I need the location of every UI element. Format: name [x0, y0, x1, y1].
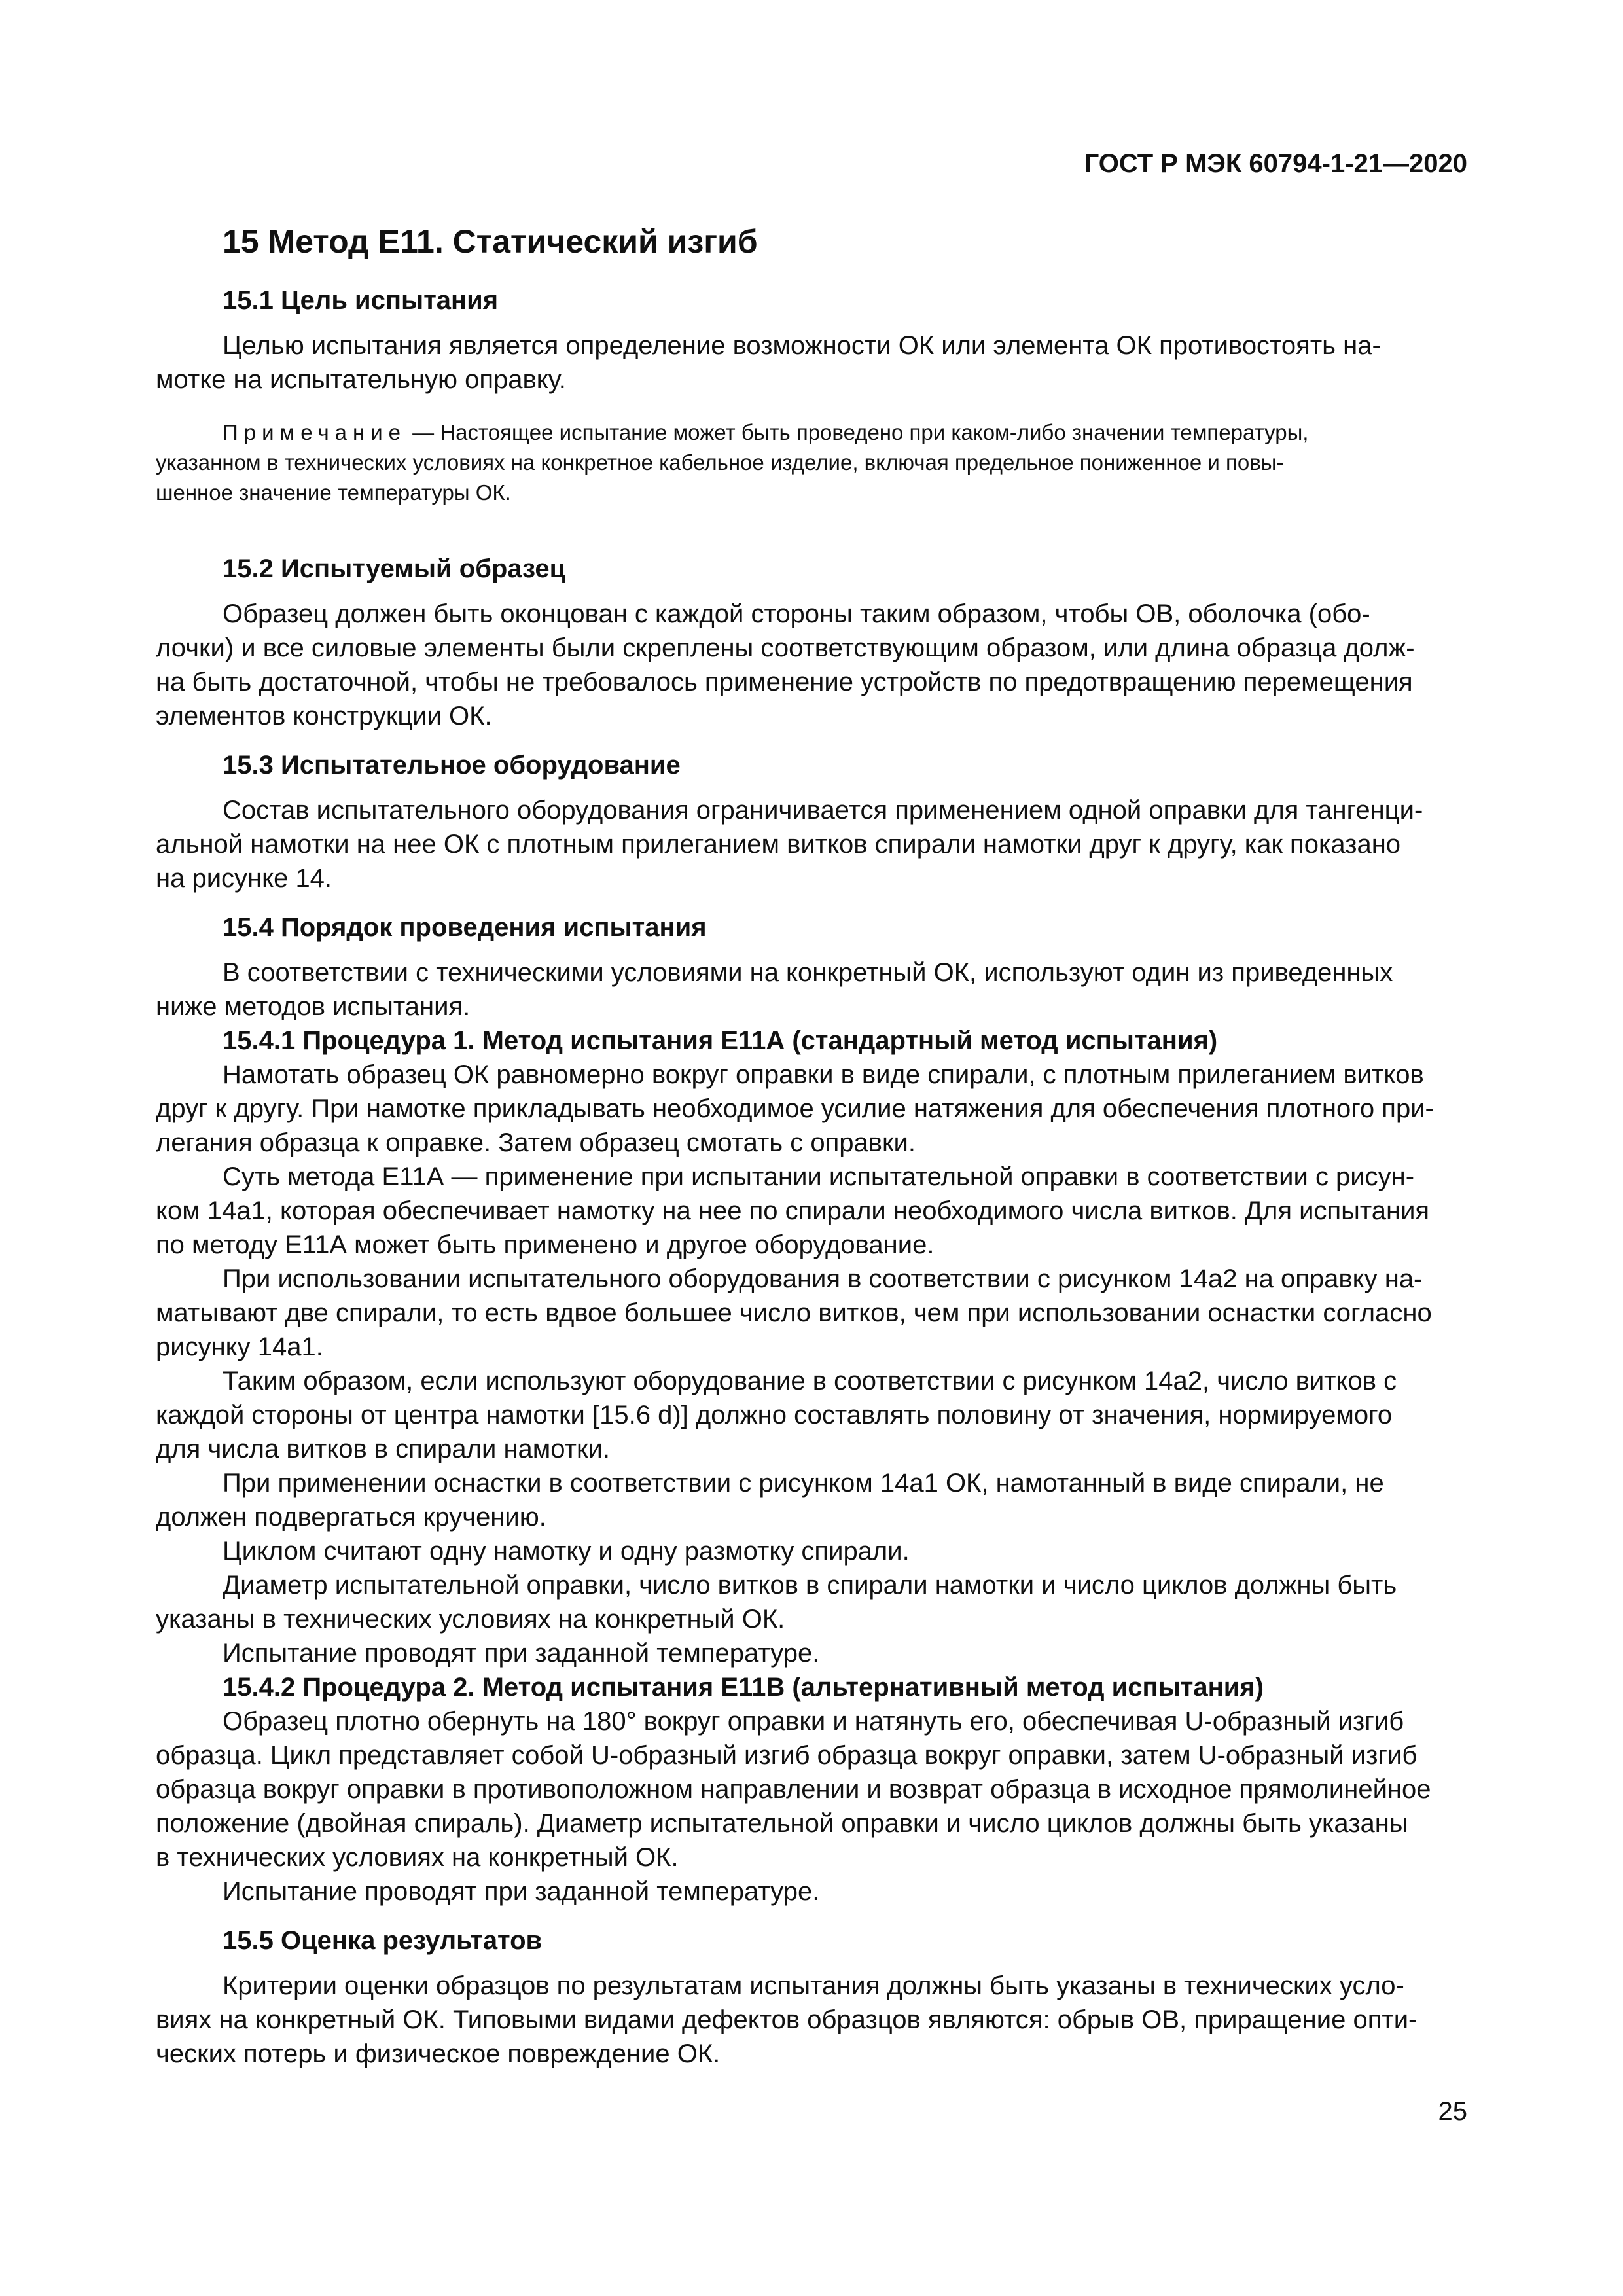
subsection-15-4-1-paragraph-4: Таким образом, если используют оборудование в соответствии с рисунком 14а2, число витков с каждой стороны от центра намотки [15.6 d)] должно составлять половину от значения, нормируемого для числа витков в спирали намотки.: [156, 1367, 1397, 1463]
section-15-4-paragraph: В соответствии с техническими условиями на конкретный ОК, используют один из приведенных ниже методов испытания.: [156, 958, 1393, 1021]
section-15-1: [156, 284, 1467, 508]
section-15-2-paragraph: Образец должен быть оконцован с каждой стороны таким образом, чтобы ОВ, оболочка (обо- лочки) и все силовые элементы были скреплены соответствующим образом, или длина образца долж- на быть достаточной, чтобы не требовалось применение устройств по предотвращению перемещения элементов конструкции ОК.: [156, 600, 1415, 730]
spacer: [156, 733, 1467, 749]
section-15-1-note: [156, 418, 1467, 508]
spacer: [156, 508, 1467, 552]
section-15-2-heading: 15.2 Испытуемый образец: [223, 554, 566, 583]
subsection-15-4-1-paragraph-2: Суть метода Е11А — применение при испытании испытательной оправки в соответствии с рисун- ком 14а1, которая обеспечивает намотку на нее по спирали необходимого числа витков. Для испытания по методу Е11А может быть применено и другое оборудование.: [156, 1162, 1430, 1259]
page-number: 25: [1438, 2097, 1467, 2126]
section-15-2: [156, 552, 1467, 733]
document-body: [156, 221, 1467, 2071]
section-15-3-paragraph: Состав испытательного оборудования ограничивается применением одной оправки для тангенци- альной намотки на нее ОК с плотным прилеганием витков спирали намотки друг к другу, как показано на рисунке 14.: [156, 796, 1423, 893]
section-15-4-heading: 15.4 Порядок проведения испытания: [223, 913, 707, 942]
subsection-15-4-1-heading: 15.4.1 Процедура 1. Метод испытания Е11А (стандартный метод испытания): [223, 1026, 1218, 1055]
subsection-15-4-2-heading: 15.4.2 Процедура 2. Метод испытания Е11В (альтернативный метод испытания): [223, 1673, 1264, 1702]
section-15-1-heading: 15.1 Цель испытания: [223, 286, 499, 315]
section-15-5-heading: 15.5 Оценка результатов: [223, 1926, 543, 1955]
section-15-3: [156, 749, 1467, 895]
spacer: [156, 1909, 1467, 1924]
note-text: — Настоящее испытание может быть проведено при каком-либо значении температуры, указанном в технических условиях на конкретное кабельное изделие, включая предельное пониженное и повы- шенное значение температуры ОК.: [156, 420, 1309, 505]
section-15-5-paragraph: Критерии оценки образцов по результатам испытания должны быть указаны в технических усло- виях на конкретный ОК. Типовыми видами дефектов образцов являются: обрыв ОВ, приращение опти- ческих потерь и физическое повреждение ОК.: [156, 1971, 1418, 2068]
spacer: [156, 895, 1467, 911]
section-15-5: [156, 1924, 1467, 2071]
subsection-15-4-1-paragraph-7: Диаметр испытательной оправки, число витков в спирали намотки и число циклов должны быть указаны в технических условиях на конкретный ОК.: [156, 1571, 1397, 1634]
document-id-header: ГОСТ Р МЭК 60794-1-21—2020: [1084, 149, 1467, 178]
subsection-15-4-1-paragraph-6: Циклом считают одну намотку и одну размотку спирали.: [223, 1537, 910, 1566]
subsection-15-4-1-paragraph-1: Намотать образец ОК равномерно вокруг оправки в виде спирали, с плотным прилеганием витков друг к другу. При намотке прикладывать необходимое усилие натяжения для обеспечения плотного при- легания образца к оправке. Затем образец смотать с оправки.: [156, 1060, 1434, 1157]
subsection-15-4-2-paragraph-1: Образец плотно обернуть на 180° вокруг оправки и натянуть его, обеспечивая U-образный изгиб образца. Цикл представляет собой U-образный изгиб образца вокруг оправки, затем U-образный изгиб образца вокруг оправки в противоположном направлении и возврат образца в исходное прямолинейное положение (двойная спираль). Диаметр испытательной оправки и число циклов должны быть указаны в технических условиях на конкретный ОК.: [156, 1707, 1431, 1872]
subsection-15-4-1-paragraph-3: При использовании испытательного оборудования в соответствии с рисунком 14а2 на оправку на- матывают две спирали, то есть вдвое большее число витков, чем при использовании оснастки согласно рисунку 14а1.: [156, 1265, 1432, 1361]
subsection-15-4-1-paragraph-5: При применении оснастки в соответствии с рисунком 14а1 ОК, намотанный в виде спирали, не должен подвергаться кручению.: [156, 1469, 1384, 1532]
note-label: Примечание: [223, 420, 407, 444]
subsection-15-4-2-paragraph-2: Испытание проводят при заданной температуре.: [223, 1877, 820, 1906]
section-title: 15 Метод Е11. Статический изгиб: [223, 223, 758, 260]
section-15-1-paragraph: Целью испытания является определение возможности ОК или элемента ОК противостоять на- мотке на испытательную оправку.: [156, 331, 1381, 394]
subsection-15-4-1-paragraph-8: Испытание проводят при заданной температуре.: [223, 1639, 820, 1668]
section-15-4: [156, 911, 1467, 1909]
section-15-3-heading: 15.3 Испытательное оборудование: [223, 751, 681, 780]
